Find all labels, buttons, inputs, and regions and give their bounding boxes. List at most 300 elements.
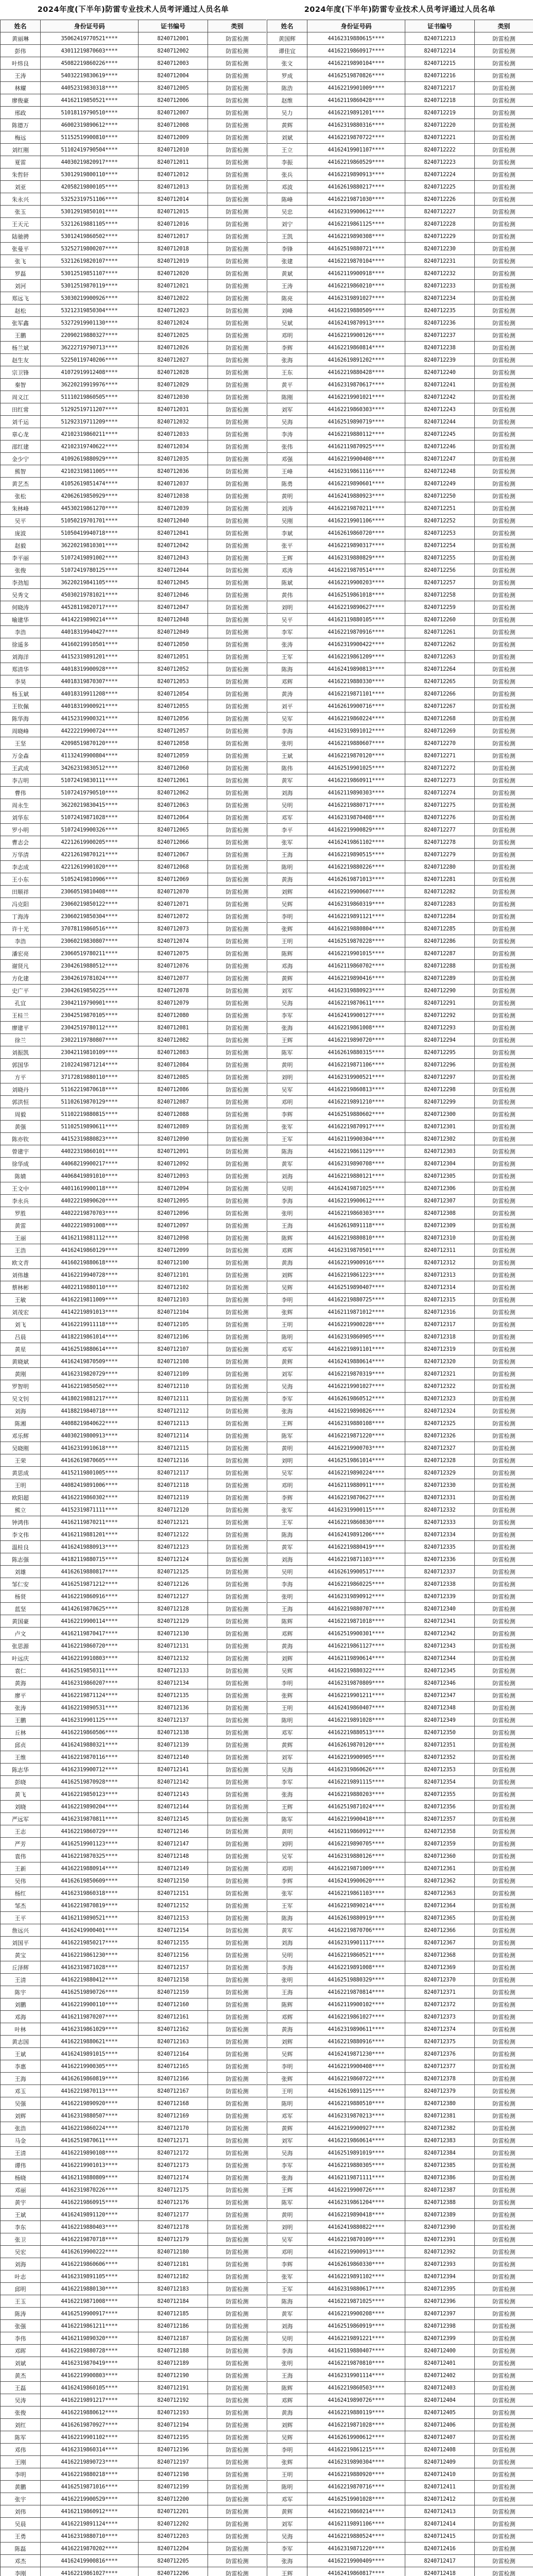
table-row xyxy=(267,1590,533,1603)
cert-number: 8240712115 xyxy=(139,1442,208,1454)
person-name: 廖俊豪 xyxy=(1,94,41,107)
id-number: 44018319900921**** xyxy=(41,700,139,713)
person-name: 黄思成 xyxy=(1,1467,41,1479)
id-number: 53012919850101**** xyxy=(41,206,139,218)
table-row xyxy=(267,1776,533,1788)
category: 防雷检测 xyxy=(475,1776,533,1788)
person-name: 李明 xyxy=(267,1294,307,1306)
table-row xyxy=(1,2283,267,2295)
cert-number: 8240712182 xyxy=(139,2270,208,2283)
id-number: 51072419830111**** xyxy=(41,774,139,787)
table-row xyxy=(1,1318,267,1331)
cert-number: 8240712014 xyxy=(139,193,208,206)
person-name: 张海 xyxy=(267,1022,307,1034)
person-name: 邓辉 xyxy=(267,675,307,688)
category: 防雷检测 xyxy=(208,2147,267,2159)
id-number: 44162219870109**** xyxy=(307,2233,405,2246)
cert-number: 8240712148 xyxy=(139,1850,208,1862)
category: 防雷检测 xyxy=(475,329,533,342)
cert-number: 8240712032 xyxy=(139,416,208,428)
person-name: 潘宏亮 xyxy=(1,947,41,960)
cert-number: 8240712243 xyxy=(405,403,475,416)
person-name: 罗智明 xyxy=(1,1380,41,1393)
table-row xyxy=(1,2085,267,2097)
cert-number: 8240712344 xyxy=(405,1652,475,1665)
person-name: 王鹏 xyxy=(1,1714,41,1726)
id-number: 44162319890611**** xyxy=(307,2023,405,2036)
cert-number: 8240712416 xyxy=(405,2543,475,2555)
person-name: 李辉 xyxy=(267,1875,307,1887)
cert-number: 8240712097 xyxy=(139,1219,208,1232)
cert-number: 8240712105 xyxy=(139,1318,208,1331)
table-row xyxy=(1,243,267,255)
cert-number: 8240712010 xyxy=(139,144,208,156)
id-number: 36220219919976**** xyxy=(41,379,139,391)
category: 防雷检测 xyxy=(208,1492,267,1504)
category: 防雷检测 xyxy=(475,601,533,614)
table-row xyxy=(1,329,267,342)
cert-number: 8240712325 xyxy=(405,1417,475,1430)
id-number: 44160219910501**** xyxy=(41,638,139,651)
person-name: 张军鑫 xyxy=(1,317,41,329)
category: 防雷检测 xyxy=(475,2543,533,2555)
category: 防雷检测 xyxy=(208,1838,267,1850)
category: 防雷检测 xyxy=(475,1059,533,1071)
category: 防雷检测 xyxy=(208,156,267,168)
category: 防雷检测 xyxy=(475,2283,533,2295)
person-name: 曹伟 xyxy=(1,787,41,799)
cert-number: 8240712166 xyxy=(139,2073,208,2085)
cert-number: 8240712018 xyxy=(139,243,208,255)
table-row xyxy=(267,947,533,960)
id-number: 41052619851474**** xyxy=(41,478,139,490)
id-number: 44162119881201**** xyxy=(41,1529,139,1541)
table-row xyxy=(1,1640,267,1652)
person-name: 李海 xyxy=(267,1961,307,1974)
category: 防雷检测 xyxy=(475,1603,533,1615)
category: 防雷检测 xyxy=(475,700,533,713)
category: 防雷检测 xyxy=(208,1776,267,1788)
cert-number: 8240712219 xyxy=(405,107,475,119)
table-row xyxy=(267,1628,533,1640)
table-row xyxy=(1,453,267,465)
id-number: 44052319830318**** xyxy=(41,82,139,94)
cert-number: 8240712118 xyxy=(139,1479,208,1492)
cert-number: 8240712019 xyxy=(139,255,208,267)
cert-number: 8240712026 xyxy=(139,342,208,354)
person-name: 陈辉 xyxy=(267,1998,307,2011)
header-name: 姓名 xyxy=(1,20,41,32)
id-number: 44162219891217**** xyxy=(41,2394,139,2406)
cert-number: 8240712319 xyxy=(405,1343,475,1355)
id-number: 44162119870207**** xyxy=(41,2011,139,2023)
cert-number: 8240712185 xyxy=(139,2308,208,2320)
person-name: 方化建 xyxy=(1,972,41,985)
cert-number: 8240712257 xyxy=(405,577,475,589)
cert-number: 8240712192 xyxy=(139,2394,208,2406)
table-row xyxy=(1,1553,267,1566)
id-number: 44162219890723**** xyxy=(41,2456,139,2468)
id-number: 44162219860224**** xyxy=(41,2122,139,2134)
id-number: 45030219781021**** xyxy=(41,589,139,601)
cert-number: 8240712164 xyxy=(139,2048,208,2060)
category: 防雷检测 xyxy=(208,1628,267,1640)
person-name: 刘军 xyxy=(267,2518,307,2530)
id-number: 44162519870228**** xyxy=(307,935,405,947)
cert-number: 8240712191 xyxy=(139,2382,208,2394)
person-name: 王涛 xyxy=(1,70,41,82)
id-number: 44162219890720**** xyxy=(307,1034,405,1046)
table-row xyxy=(1,614,267,626)
person-name: 袁伟 xyxy=(1,1850,41,1862)
id-number: 44162419870509**** xyxy=(41,1355,139,1368)
table-row xyxy=(267,1207,533,1219)
person-name: 叶远庆 xyxy=(1,1652,41,1665)
category: 防雷检测 xyxy=(208,317,267,329)
table-row xyxy=(1,2394,267,2406)
table-row xyxy=(1,1467,267,1479)
person-name: 张俊 xyxy=(1,564,41,577)
category: 防雷检测 xyxy=(208,688,267,700)
person-name: 周永生 xyxy=(1,799,41,811)
table-row xyxy=(267,1974,533,1986)
person-name: 邱贞 xyxy=(1,1739,41,1751)
category: 防雷检测 xyxy=(475,1998,533,2011)
person-name: 张明 xyxy=(267,1974,307,1986)
id-number: 42212619901020**** xyxy=(41,861,139,873)
category: 防雷检测 xyxy=(208,799,267,811)
person-name: 李斌 xyxy=(267,527,307,539)
table-row xyxy=(267,1541,533,1553)
id-number: 44162319870809**** xyxy=(307,1677,405,1689)
table-row xyxy=(1,1961,267,1974)
category: 防雷检测 xyxy=(208,1949,267,1961)
person-name: 陈军 xyxy=(267,1046,307,1059)
table-row xyxy=(267,94,533,107)
category: 防雷检测 xyxy=(475,243,533,255)
category: 防雷检测 xyxy=(475,2134,533,2147)
id-number: 44162219901027**** xyxy=(307,1380,405,1393)
category: 防雷检测 xyxy=(475,1652,533,1665)
category: 防雷检测 xyxy=(208,1900,267,1912)
id-number: 42102319740622**** xyxy=(41,440,139,453)
person-name: 吴军 xyxy=(267,1083,307,1096)
id-number: 44022319860101**** xyxy=(41,1145,139,1158)
cert-number: 8240712321 xyxy=(405,1368,475,1380)
category: 防雷检测 xyxy=(208,2184,267,2196)
category: 防雷检测 xyxy=(208,1974,267,1986)
cert-number: 8240712249 xyxy=(405,478,475,490)
cert-number: 8240712367 xyxy=(405,1937,475,1949)
cert-number: 8240712100 xyxy=(139,1257,208,1269)
id-number: 44162319891105**** xyxy=(41,2270,139,2283)
cert-number: 8240712102 xyxy=(139,1281,208,1294)
cert-number: 8240712273 xyxy=(405,774,475,787)
table-row xyxy=(1,119,267,131)
person-name: 王凯 xyxy=(267,230,307,243)
person-name: 梅远 xyxy=(1,131,41,144)
id-number: 53252319751106**** xyxy=(41,193,139,206)
id-number: 23022119780807**** xyxy=(41,1034,139,1046)
table-row xyxy=(1,416,267,428)
person-name: 邓海 xyxy=(1,2011,41,2023)
table-row xyxy=(1,2147,267,2159)
id-number: 36222719790713**** xyxy=(41,342,139,354)
header-id-number: 身份证号码 xyxy=(41,20,139,32)
category: 防雷检测 xyxy=(475,1665,533,1677)
person-name: 邹杰 xyxy=(1,1900,41,1912)
table-row xyxy=(1,2209,267,2221)
cert-number: 8240712375 xyxy=(405,2036,475,2048)
id-number: 44162619860330**** xyxy=(307,2258,405,2270)
person-name: 李辉 xyxy=(267,2258,307,2270)
person-name: 张宇 xyxy=(1,2493,41,2505)
person-name: 林耀 xyxy=(1,82,41,94)
table-row xyxy=(267,144,533,156)
table-row xyxy=(267,2394,533,2406)
table-row xyxy=(267,1998,533,2011)
table-row xyxy=(267,2023,533,2036)
id-number: 23042619880512**** xyxy=(41,960,139,972)
cert-number: 8240712253 xyxy=(405,527,475,539)
table-row xyxy=(267,2308,533,2320)
category: 防雷检测 xyxy=(475,1529,533,1541)
cert-number: 8240712165 xyxy=(139,2060,208,2073)
category: 防雷检测 xyxy=(475,564,533,577)
category: 防雷检测 xyxy=(208,1825,267,1838)
category: 防雷检测 xyxy=(208,1553,267,1566)
cert-number: 8240712333 xyxy=(405,1516,475,1529)
table-row xyxy=(267,1368,533,1380)
person-name: 王辉 xyxy=(267,2184,307,2196)
person-name: 陈辉 xyxy=(267,1615,307,1628)
table-row xyxy=(267,935,533,947)
id-number: 44162219861215**** xyxy=(307,2444,405,2456)
category: 防雷检测 xyxy=(208,873,267,886)
table-row xyxy=(1,1294,267,1306)
person-name: 邓强 xyxy=(267,453,307,465)
table-row xyxy=(267,2036,533,2048)
person-name: 李涛 xyxy=(267,428,307,440)
person-name: 李志成 xyxy=(1,861,41,873)
table-row xyxy=(1,465,267,478)
category: 防雷检测 xyxy=(475,1702,533,1714)
table-row xyxy=(267,1034,533,1046)
cert-number: 8240712078 xyxy=(139,985,208,997)
id-number: 44162219910803**** xyxy=(41,1652,139,1665)
table-row xyxy=(267,2567,533,2576)
id-number: 44162219900803**** xyxy=(41,2369,139,2382)
id-number: 44162519880329**** xyxy=(307,1974,405,1986)
table-row xyxy=(1,1492,267,1504)
id-number: 44162319880710**** xyxy=(41,2530,139,2543)
category: 防雷检测 xyxy=(475,1504,533,1516)
cert-number: 8240712283 xyxy=(405,898,475,910)
table-row xyxy=(1,997,267,1009)
cert-number: 8240712363 xyxy=(405,1887,475,1900)
id-number: 44162219900110**** xyxy=(41,1998,139,2011)
table-row xyxy=(267,1083,533,1096)
table-row xyxy=(1,193,267,206)
person-name: 陈磊 xyxy=(1,2543,41,2555)
category: 防雷检测 xyxy=(475,317,533,329)
category: 防雷检测 xyxy=(208,267,267,280)
id-number: 44162219890104**** xyxy=(307,57,405,70)
table-row xyxy=(1,57,267,70)
id-number: 44162219940728**** xyxy=(41,1269,139,1281)
id-number: 44162519890719**** xyxy=(307,416,405,428)
category: 防雷检测 xyxy=(475,923,533,935)
person-name: 刘明 xyxy=(267,1838,307,1850)
category: 防雷检测 xyxy=(475,391,533,403)
category: 防雷检测 xyxy=(475,1121,533,1133)
id-number: 44162219870113**** xyxy=(41,2085,139,2097)
category: 防雷检测 xyxy=(475,70,533,82)
person-name: 张俊 xyxy=(1,2406,41,2419)
id-number: 51052419810906**** xyxy=(41,873,139,886)
cert-number: 8240712129 xyxy=(139,1615,208,1628)
cert-number: 8240712044 xyxy=(139,564,208,577)
id-number: 44018319940427**** xyxy=(41,626,139,638)
id-number: 44162219850217**** xyxy=(41,1937,139,1949)
table-row xyxy=(1,935,267,947)
cert-number: 8240712181 xyxy=(139,2258,208,2270)
id-number: 44162519860919**** xyxy=(307,2320,405,2332)
cert-number: 8240712015 xyxy=(139,206,208,218)
table-row xyxy=(267,342,533,354)
table-row xyxy=(267,2345,533,2357)
table-row xyxy=(1,1121,267,1133)
right-list-panel xyxy=(267,0,533,2576)
table-row xyxy=(1,2382,267,2394)
id-number: 44162619900222**** xyxy=(41,2246,139,2258)
cert-number: 8240712095 xyxy=(139,1195,208,1207)
id-number: 43011219870603**** xyxy=(41,45,139,57)
cert-number: 8240712377 xyxy=(405,2060,475,2073)
cert-number: 8240712400 xyxy=(405,2345,475,2357)
cert-number: 8240712083 xyxy=(139,1046,208,1059)
id-number: 44162219900208**** xyxy=(307,2308,405,2320)
table-row xyxy=(267,2085,533,2097)
table-row xyxy=(267,206,533,218)
person-name: 王维 xyxy=(1,1751,41,1764)
table-row xyxy=(267,1875,533,1887)
person-name: 张伟 xyxy=(267,440,307,453)
table-row xyxy=(267,453,533,465)
cert-number: 8240712244 xyxy=(405,416,475,428)
cert-number: 8240712090 xyxy=(139,1133,208,1145)
category: 防雷检测 xyxy=(475,267,533,280)
category: 防雷检测 xyxy=(475,1887,533,1900)
person-name: 黄海 xyxy=(267,873,307,886)
cert-number: 8240712176 xyxy=(139,2196,208,2209)
table-row xyxy=(1,539,267,552)
table-row xyxy=(267,230,533,243)
id-number: 44162119900304**** xyxy=(307,1133,405,1145)
table-row xyxy=(267,416,533,428)
id-number: 44162219901021**** xyxy=(307,391,405,403)
id-number: 44162619891125**** xyxy=(307,2085,405,2097)
category: 防雷检测 xyxy=(475,947,533,960)
table-row xyxy=(1,292,267,304)
table-row xyxy=(1,2406,267,2419)
id-number: 44162419861102**** xyxy=(307,836,405,849)
cert-number: 8240712197 xyxy=(139,2456,208,2468)
table-row xyxy=(1,552,267,564)
category: 防雷检测 xyxy=(475,1974,533,1986)
id-number: 44018319911208**** xyxy=(41,688,139,700)
table-row xyxy=(1,601,267,614)
category: 防雷检测 xyxy=(208,243,267,255)
person-name: 蓝坚 xyxy=(1,1603,41,1615)
cert-number: 8240712093 xyxy=(139,1170,208,1182)
header-name: 姓名 xyxy=(267,20,307,32)
table-row xyxy=(1,2555,267,2567)
id-number: 44162119880809**** xyxy=(41,2172,139,2184)
id-number: 44162219880810**** xyxy=(307,1232,405,1244)
id-number: 44162519890726**** xyxy=(41,1986,139,1998)
id-number: 44162119870417**** xyxy=(41,1628,139,1640)
cert-number: 8240712034 xyxy=(139,440,208,453)
id-number: 42212619900205**** xyxy=(41,836,139,849)
person-name: 欧文青 xyxy=(1,1257,41,1269)
cert-number: 8240712215 xyxy=(405,57,475,70)
person-name: 王明 xyxy=(267,2468,307,2481)
person-name: 邓辉 xyxy=(267,1244,307,1257)
id-number: 51072419871028**** xyxy=(41,811,139,824)
table-row xyxy=(1,836,267,849)
category: 防雷检测 xyxy=(208,1764,267,1776)
id-number: 44162219861027**** xyxy=(307,2011,405,2023)
id-number: 44162219890920**** xyxy=(41,2097,139,2110)
id-number: 44162119860912**** xyxy=(307,1825,405,1838)
category: 防雷检测 xyxy=(475,1825,533,1838)
id-number: 44162219880119**** xyxy=(307,2406,405,2419)
person-name: 王清 xyxy=(1,1974,41,1986)
category: 防雷检测 xyxy=(475,1430,533,1442)
person-name: 陆驰骋 xyxy=(1,230,41,243)
cert-number: 8240712293 xyxy=(405,1022,475,1034)
person-name: 刘红 xyxy=(1,2419,41,2431)
person-name: 黄斌 xyxy=(267,267,307,280)
person-name: 刘海 xyxy=(267,1170,307,1182)
person-name: 陈涛 xyxy=(1,2308,41,2320)
category: 防雷检测 xyxy=(208,886,267,898)
table-row xyxy=(1,1998,267,2011)
table-row xyxy=(1,1059,267,1071)
cert-number: 8240712065 xyxy=(139,824,208,836)
cert-number: 8240712306 xyxy=(405,1182,475,1195)
cert-number: 8240712033 xyxy=(139,428,208,440)
category: 防雷检测 xyxy=(208,1009,267,1022)
cert-number: 8240712368 xyxy=(405,1949,475,1961)
cert-number: 8240712201 xyxy=(139,2505,208,2518)
category: 防雷检测 xyxy=(208,1516,267,1529)
person-name: 廖平 xyxy=(1,1689,41,1702)
person-name: 陈亮 xyxy=(267,292,307,304)
category: 防雷检测 xyxy=(208,1417,267,1430)
table-row xyxy=(267,2097,533,2110)
table-row xyxy=(1,2332,267,2345)
person-name: 丘泽辉 xyxy=(1,1961,41,1974)
cert-number: 8240712284 xyxy=(405,910,475,923)
cert-number: 8240712198 xyxy=(139,2468,208,2481)
person-name: 王明 xyxy=(1,1479,41,1492)
id-number: 44162319861029**** xyxy=(41,2023,139,2036)
category: 防雷检测 xyxy=(208,2097,267,2110)
id-number: 44162219900829**** xyxy=(307,824,405,836)
table-row xyxy=(267,2481,533,2493)
